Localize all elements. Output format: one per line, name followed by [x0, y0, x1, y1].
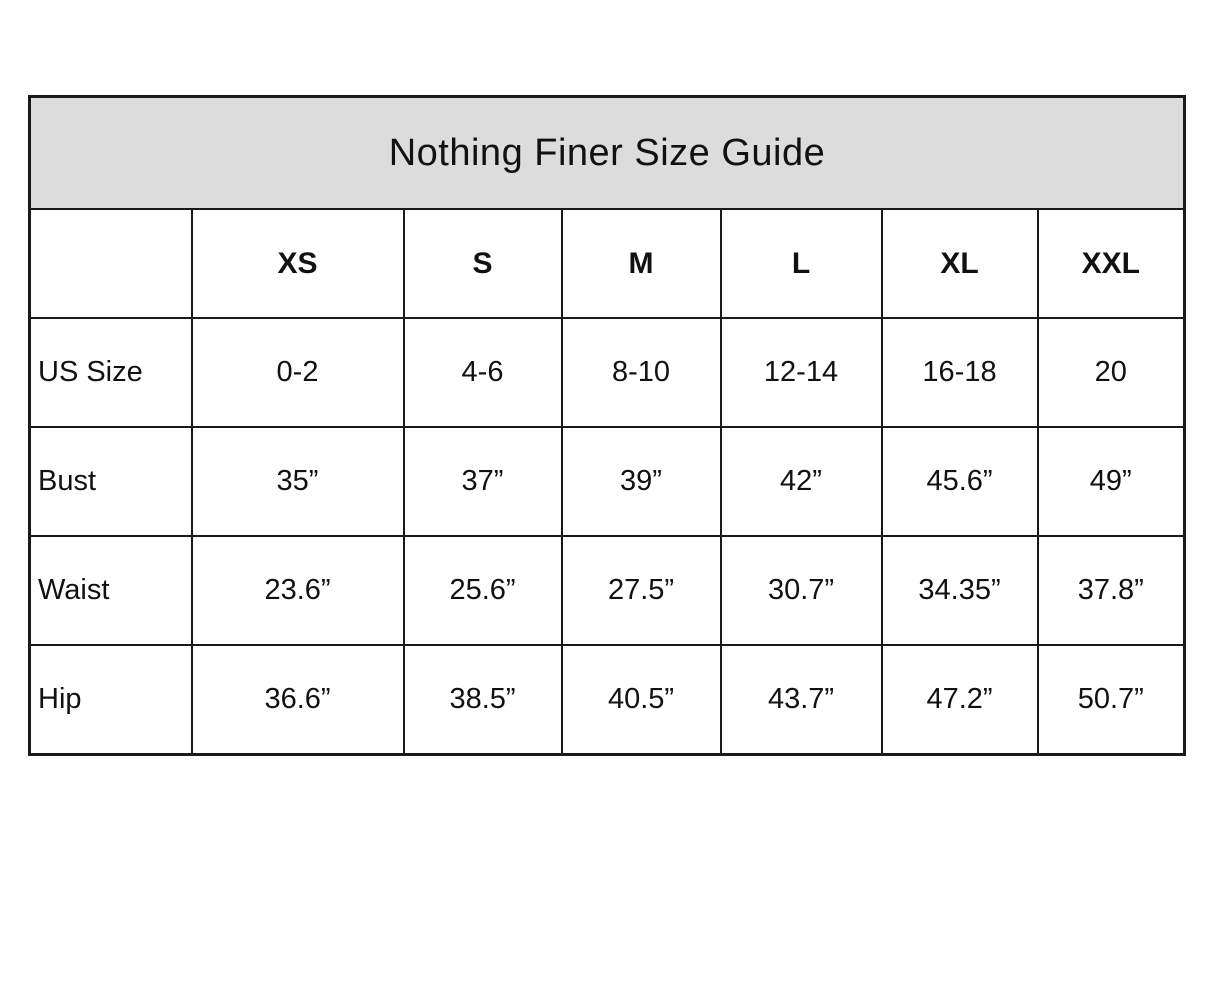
bust-xxl: 49” [1038, 427, 1185, 536]
size-header-m: M [562, 209, 721, 318]
size-header-l: L [721, 209, 882, 318]
waist-xl: 34.35” [882, 536, 1038, 645]
table-title: Nothing Finer Size Guide [30, 97, 1185, 210]
size-header-s: S [404, 209, 562, 318]
bust-m: 39” [562, 427, 721, 536]
us-size-xs: 0-2 [192, 318, 404, 427]
table-row-waist [30, 536, 1185, 645]
waist-xxl: 37.8” [1038, 536, 1185, 645]
us-size-s: 4-6 [404, 318, 562, 427]
corner-cell [30, 209, 192, 318]
size-guide-table [28, 95, 1186, 756]
hip-xs: 36.6” [192, 645, 404, 755]
waist-m: 27.5” [562, 536, 721, 645]
table-title-row [30, 97, 1185, 210]
us-size-xxl: 20 [1038, 318, 1185, 427]
waist-xs: 23.6” [192, 536, 404, 645]
size-header-xs: XS [192, 209, 404, 318]
hip-s: 38.5” [404, 645, 562, 755]
row-label-hip: Hip [30, 645, 192, 755]
bust-xs: 35” [192, 427, 404, 536]
table-row-us-size [30, 318, 1185, 427]
hip-l: 43.7” [721, 645, 882, 755]
us-size-l: 12-14 [721, 318, 882, 427]
size-header-row [30, 209, 1185, 318]
hip-xxl: 50.7” [1038, 645, 1185, 755]
bust-s: 37” [404, 427, 562, 536]
bust-l: 42” [721, 427, 882, 536]
bust-xl: 45.6” [882, 427, 1038, 536]
us-size-xl: 16-18 [882, 318, 1038, 427]
hip-m: 40.5” [562, 645, 721, 755]
row-label-bust: Bust [30, 427, 192, 536]
waist-s: 25.6” [404, 536, 562, 645]
waist-l: 30.7” [721, 536, 882, 645]
table-row-bust [30, 427, 1185, 536]
size-header-xxl: XXL [1038, 209, 1185, 318]
table-row-hip [30, 645, 1185, 755]
size-header-xl: XL [882, 209, 1038, 318]
row-label-us-size: US Size [30, 318, 192, 427]
hip-xl: 47.2” [882, 645, 1038, 755]
row-label-waist: Waist [30, 536, 192, 645]
us-size-m: 8-10 [562, 318, 721, 427]
